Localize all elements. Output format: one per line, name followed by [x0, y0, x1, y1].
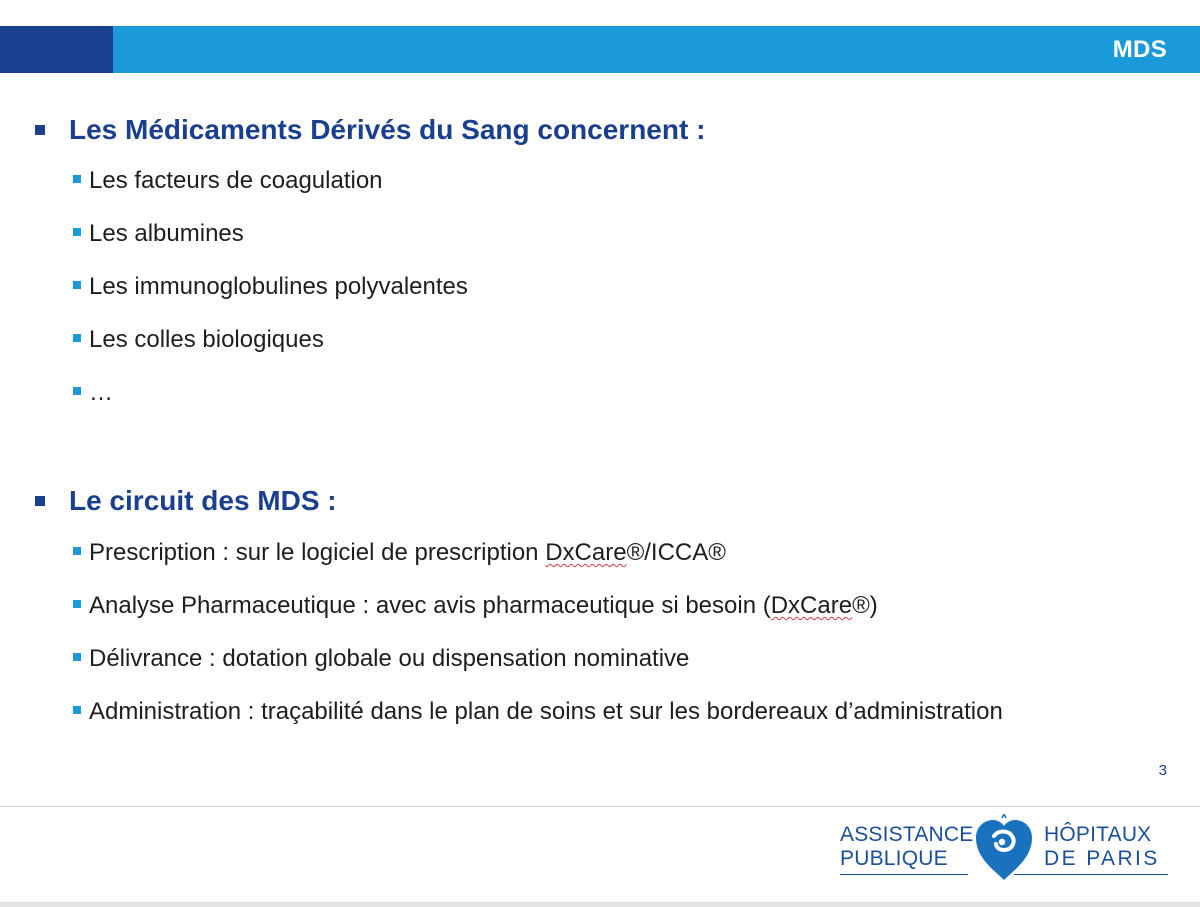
square-bullet-icon: [73, 175, 81, 183]
page-number: 3: [1158, 762, 1167, 779]
logo-text-assistance: ASSISTANCE: [840, 823, 974, 846]
list-item: [73, 164, 383, 198]
list-item: [73, 695, 1003, 729]
logo-text-de-paris: DE PARIS: [1044, 847, 1160, 870]
square-bullet-icon: [73, 334, 81, 342]
list-item: [73, 642, 689, 676]
logo-underline-left: [840, 874, 968, 875]
list-item-text: Les colles biologiques: [89, 326, 324, 353]
slide-header-title: MDS: [1112, 36, 1167, 63]
list-item-text: Administration : traçabilité dans le plan de soins et sur les bordereaux d’administration: [89, 698, 1003, 725]
square-bullet-icon: [73, 653, 81, 661]
header-bar: [0, 26, 1200, 73]
logo-text-hopitaux: HÔPITAUX: [1044, 823, 1152, 846]
square-bullet-icon: [73, 387, 81, 395]
list-item: [73, 589, 878, 623]
square-bullet-icon: [73, 600, 81, 608]
bottom-strip: [0, 902, 1200, 907]
section-title: Le circuit des MDS :: [69, 485, 337, 516]
square-bullet-icon: [73, 281, 81, 289]
list-item-text: Les facteurs de coagulation: [89, 167, 383, 194]
heart-logo-icon: [972, 814, 1036, 882]
list-item-text-part: Prescription : sur le logiciel de prescription: [89, 539, 546, 566]
square-bullet-icon: [73, 547, 81, 555]
footer-divider: [0, 806, 1200, 807]
logo-underline-right: [1014, 874, 1168, 875]
square-bullet-icon: [73, 228, 81, 236]
list-item-text: Délivrance : dotation globale ou dispensation nominative: [89, 645, 690, 672]
square-bullet-icon: [73, 706, 81, 714]
section-heading-mds: [35, 113, 705, 147]
section-heading-circuit: [35, 484, 337, 518]
square-bullet-icon: [35, 496, 45, 506]
header-accent-block: [0, 26, 113, 73]
list-item-text: …: [89, 379, 113, 406]
list-item-text: Les immunoglobulines polyvalentes: [89, 273, 468, 300]
section-title: Les Médicaments Dérivés du Sang concernent :: [69, 114, 706, 145]
list-item-text-part: Analyse Pharmaceutique : avec avis pharmaceutique si besoin (: [89, 592, 771, 619]
list-item: [73, 323, 324, 357]
square-bullet-icon: [35, 125, 45, 135]
list-item-text: Les albumines: [89, 220, 244, 247]
list-item: [73, 536, 726, 570]
list-item: [73, 376, 113, 410]
list-item-text: [89, 592, 878, 620]
logo-text-publique: PUBLIQUE: [840, 847, 948, 870]
list-item-text: [89, 539, 726, 567]
list-item: [73, 217, 244, 251]
list-item-text-part: ®): [852, 592, 878, 619]
list-item-text-part: ®/ICCA®: [626, 539, 726, 566]
spellcheck-word: DxCare: [545, 539, 627, 566]
aphp-logo: [838, 814, 1170, 882]
spellcheck-word: DxCare: [770, 592, 853, 619]
list-item: [73, 270, 468, 304]
